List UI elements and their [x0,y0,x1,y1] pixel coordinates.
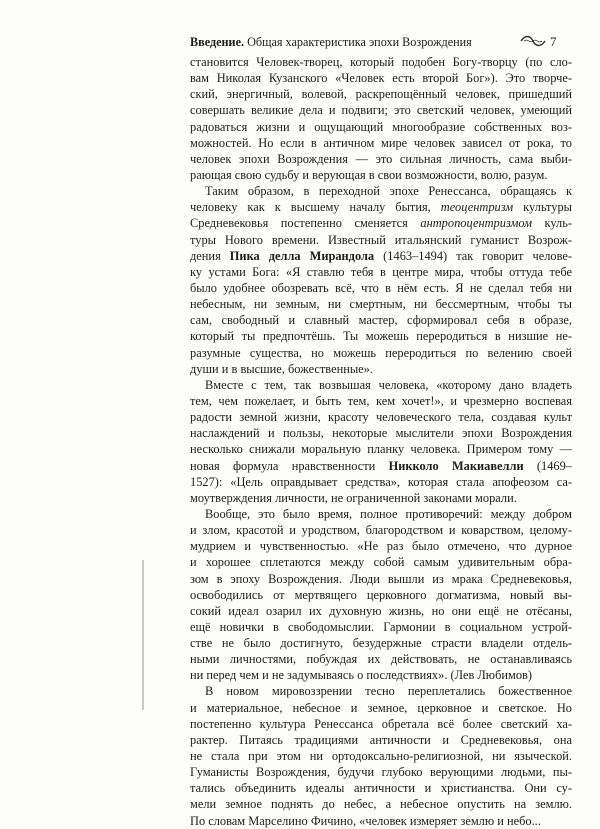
text-line: Гуманисты Возрождения, будучи глубоко верующими людьми, пы- [190,765,572,780]
gutter-shadow [142,560,144,710]
text-line: сам, свободный и славный мастер, сформировал себя в образе, [190,313,572,328]
text-line: Вообще, это было время, полное противоречий: между добром [205,506,572,521]
text-line: ещё новички в свободомыслии. Гармонии в социальном устрой- [190,619,572,634]
text-line: освободились от мертвящего церковного догматизма, новый вы- [190,587,572,602]
text-line: туры Нового времени. Известный итальянский гуманист Возрож- [190,232,572,247]
text-segment: дения [190,248,221,263]
text-line: радости земной жизни, красоту человеческого тела, создавая культ [190,410,572,425]
text-line: стве не было достигнуто, безудержные страсти владели отдель- [190,636,572,651]
text-line: постепенно культура Ренессанса обретала всё более светский ха- [190,716,572,731]
text-line: зом в эпоху Возрождения. Люди вышли из мрака Средневековья, [190,571,572,586]
text-line: рающая свою судьбу и верующая в свои возможности, волю, разум. [190,167,548,182]
page-number: 7 [550,34,557,49]
text-line: небесным, ни земным, ни смертным, ни бессмертным, чтобы ты [190,297,572,312]
text-segment: культуры [523,200,572,215]
text-segment: Средневековья постепенно сменяется [190,216,408,231]
term-anthropocentrism: антропоцентризмом [420,216,533,231]
text-segment: человеку как к высшему началу бытия, [190,200,431,215]
text-line: ский, энергичный, волевой, раскрепощённый человек, пришедший [190,87,572,102]
text-line: сокий идеал озарил их духовную жизнь, но они ещё не отёсаны, [190,603,572,618]
text-line: становится Человек-творец, который подобен Богу-творцу (по сло- [190,55,572,69]
text-line: 1527): «Цель оправдывает средства», которая стала апофеозом са- [190,474,572,489]
running-header [190,33,562,53]
paragraph [190,183,572,377]
text-line: человек эпохи Возрождения — это сильная личность, сама выби- [190,151,572,166]
text-line: можностей. Но если в античном мире человек зависел от рока, то [190,135,572,150]
text-segment: (1463–1494) так говорит челове- [383,248,572,263]
text-line: и материальное, небесное и земное, церковное и светское. Но [190,700,572,715]
text-line [190,248,572,264]
text-line: рактер. Питаясь традициями античности и Средневековья, она [190,732,572,747]
text-line: и хорошее сплетаются между собой самым удивительным обра- [190,555,572,570]
text-line: совершать великие дела и подвиги; это светский человек, умеющий [190,103,572,118]
name-machiavelli: Никколо Макиавелли [388,458,524,473]
text-line: ными личностями, побуждая их действовать, не останавливаясь [190,652,572,667]
text-line: души и в высшие, божественные». [190,361,373,376]
text-line: Таким образом, в переходной эпохе Ренессанса, обращаясь к [205,184,572,199]
text-line: который ты предпочтёшь. Ты можешь переродиться в низшие не- [190,329,572,344]
paragraph [190,683,572,828]
text-line [190,458,572,474]
text-line: тем, чем пожелает, и быть тем, кем хочет!», и чрезмерно воспевая [190,393,572,408]
text-line: моутверждения личности, не ограниченной законами морали. [190,490,517,505]
text-line: и злом, красотой и уродством, благородством и коварством, целому- [190,523,572,538]
text-line: разумные существа, но можешь переродиться по велению своей [190,345,572,360]
text-line: ку устами Бога: «Я ставлю тебя в центре мира, чтобы оттуда тебе [190,264,572,279]
text-line: не стала при этом ни ортодоксально-религиозной, ни языческой. [190,749,572,764]
text-line: тались объединить идеалы античности и христианства. Они су- [190,781,572,796]
text-line: радоваться жизни и ощущающий многообразие собственных воз- [190,119,572,134]
text-line: мели земное поднять до небес, а небесное опустить на землю. [190,797,572,812]
text-line [190,199,572,215]
paragraph [190,377,572,506]
text-line [190,215,572,231]
term-theocentrism: теоцентризм [440,200,514,215]
text-line: Вместе с тем, так возвышая человека, «которому дано владеть [205,377,572,392]
paragraph [190,506,572,684]
text-line: ни перед чем и не задумываясь о последствиях». (Лев Любимов) [190,668,533,683]
ornament-icon [520,34,546,48]
text-line: вам Николая Кузанского «Человек есть второй Бог»). Это творче- [190,71,572,86]
paragraph [190,54,572,183]
header-subtitle: Общая характеристика эпохи Возрождения [247,35,472,49]
text-line: было удобнее обозревать всё, что в нём есть. Я не сделал тебя ни [190,280,572,295]
text-segment: куль- [544,216,572,231]
header-title: Введение. [190,35,245,49]
body-text [190,54,572,829]
text-segment: (1469– [536,458,572,473]
text-line: несколько снижали моральную планку человека. Примером тому — [190,442,572,457]
text-line: По словам Марселино Фичино, «человек измеряет землю и небо... [190,813,541,828]
text-line: наслаждений и пользы, некоторые мыслители эпохи Возрождения [190,426,572,441]
text-line: мудрием и чувственностью. «Не раз было отмечено, что дурное [190,539,572,554]
name-pico: Пика делла Мирандола [229,248,375,263]
text-line: В новом мировоззрении тесно переплетались божественное [205,684,572,699]
text-segment: новая формула нравственности [190,458,376,473]
